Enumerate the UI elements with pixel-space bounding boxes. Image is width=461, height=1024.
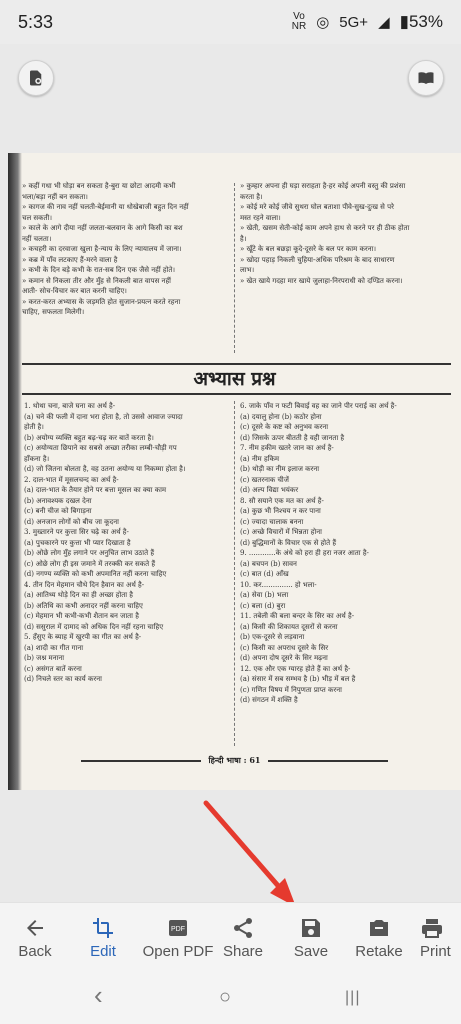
open-pdf-button[interactable]	[138, 913, 218, 960]
question-line: 8. सौ सयाने एक मत का अर्थ है-	[240, 496, 324, 505]
idiom-line: है।	[240, 234, 247, 243]
battery-percent: 53%	[408, 12, 443, 31]
edit-button[interactable]	[70, 913, 136, 960]
question-line: (b) अयोग्य व्यक्ति बहुत बढ़-चढ़ कर बातें करता है।	[24, 433, 154, 442]
pdf-icon	[166, 916, 190, 940]
question-line: (b) थोड़ी का नीम इलाज करना	[240, 465, 320, 473]
idiom-line: » कमान से निकला तीर और मुँह से निकली बात वापस नहीं	[22, 276, 171, 285]
idiom-line: » करत-करत अभ्यास के जड़मति होत सुजान-प्रयत्न करते रहना	[22, 297, 181, 306]
question-line: (c) खतरनाक चीजें	[240, 475, 289, 484]
retake-button[interactable]	[346, 913, 412, 960]
volte-bottom-label: NR	[291, 21, 307, 32]
share-button[interactable]	[210, 913, 276, 960]
idiom-line: करता है।	[240, 192, 263, 201]
idiom-line: नहीं चलता।	[22, 234, 52, 243]
network-type: 5G+	[339, 13, 369, 31]
idiom-line: » खेत खाये गदहा मार खाये जुलाहा-निरपराधी को दण्डित करना।	[240, 276, 403, 285]
question-line: (d) अल्प विद्या भयंकर	[240, 486, 299, 494]
question-line: (d) जो जितना बोलता है, वह उतना अयोग्य या निकम्मा होता है।	[24, 465, 186, 473]
print-button[interactable]	[414, 913, 461, 960]
idiom-line: चल सकती।	[22, 213, 52, 222]
question-line: (c) बला (d) बुरा	[240, 601, 286, 610]
idiom-line: लाभ।	[240, 266, 255, 274]
print-icon	[420, 916, 444, 940]
system-nav-bar	[0, 972, 461, 1024]
question-line: (a) संसार में सब सम्भव है (b) भीड़ में बल है	[240, 675, 356, 683]
question-line: 2. दाल-भात में मूसलचन्द का अर्थ है-	[24, 475, 119, 484]
page-footer: हिन्दी भाषा : 61	[8, 755, 461, 766]
battery-icon: ▮	[399, 12, 409, 31]
back-button[interactable]	[2, 913, 68, 960]
question-line: (b) एक-दूसरे से लड़वाना	[240, 633, 305, 641]
question-line: (d) ससुराल में दामाद को अधिक दिन नहीं रहना चाहिए	[24, 622, 164, 631]
question-line: (d) अनजान लोगों को बीच जा कूदना	[24, 517, 119, 526]
back-label: Back	[18, 943, 52, 960]
question-line: (c) गणित विषय में निपुणता प्राप्त करना	[240, 685, 342, 694]
question-line: 11. तबेली की बला बन्दर के सिर का अर्थ है-	[240, 612, 355, 620]
idiom-line: भला/बड़ा नहीं बन सकता।	[22, 192, 88, 201]
idiom-line: » कागज की नाव नहीं चलती-बेईमानी या धोखेबाजी बहुत दिन नहीं	[22, 203, 189, 211]
question-line: (c) मेहमान भी कभी-कभी शैतान बन जाता है	[24, 612, 139, 620]
question-line: 6. जाके पाँव न फटी बिवाई वह का जाने पीर पराई का अर्थ है-	[240, 402, 397, 410]
open-pdf-label: Open PDF	[142, 943, 214, 960]
share-label: Share	[222, 943, 264, 960]
idiom-line: मस्त रहने वाला।	[240, 213, 281, 222]
share-icon	[231, 916, 255, 940]
question-line: 7. नीम हकीम खतरे जान का अर्थ है-	[240, 444, 334, 452]
question-line: (d) नगण्य व्यक्ति को कभी अपमानित नहीं करना चाहिए	[24, 570, 167, 578]
signal-icon: ◢	[378, 14, 390, 31]
question-line: (a) कुछ भी निश्चय न कर पाना	[240, 507, 321, 515]
question-line: (b) जश्न मनाना	[24, 654, 65, 662]
idiom-line: » काले के आगे दीया नहीं जलता-बलवान के आगे किसी का बश	[22, 224, 183, 232]
idiom-line: » कुम्हार अपना ही घड़ा सराहता है-हर कोई अपनी वस्तु की प्रशंसा	[240, 182, 406, 190]
question-line: (c) किसी का अपराध दूसरे के सिर	[240, 643, 329, 652]
question-line: 1. थोथा चना, बाजे घना का अर्थ है-	[24, 402, 116, 410]
save-icon	[299, 916, 323, 940]
idiom-line: » कब्र में पाँव लटकाए हैं-मरने वाला है	[22, 255, 118, 264]
question-line: (a) पुचकारने पर कुत्ता भी प्यार दिखाता है	[24, 538, 131, 547]
idiom-line: चाहिए, सफलता मिलेगी।	[22, 308, 85, 316]
question-line: (a) किसी की शिकायत दूसरों से करना	[240, 622, 338, 631]
nav-recents-button[interactable]: |||	[345, 989, 361, 1006]
status-time: 5:33	[18, 11, 54, 32]
question-line: (a) बचपन (b) सावन	[240, 559, 297, 568]
camera-icon	[367, 916, 391, 940]
save-button[interactable]	[278, 913, 344, 960]
question-line: (a) शादी का गीत गाना	[24, 643, 84, 652]
edit-label: Edit	[90, 943, 116, 960]
question-line: 12. एक और एक ग्यारह होते हैं का अर्थ है-	[240, 664, 351, 673]
volte-top-label: Vo	[293, 11, 305, 22]
question-line: (a) नीम हकिम	[240, 454, 280, 463]
back-arrow-icon	[23, 916, 47, 940]
retake-label: Retake	[355, 943, 403, 960]
bottom-toolbar	[0, 902, 461, 973]
question-line: (c) दूसरे के कष्ट को अनुभव करना	[240, 423, 329, 431]
question-line: (b) अतिथि का कभी अनादर नहीं करना चाहिए	[24, 601, 143, 610]
question-line: (c) अच्छे विचारों में भिन्नता होना	[240, 528, 322, 536]
question-line: (d) निचले स्तर का कार्य करना	[24, 675, 102, 683]
question-line: (a) सेवा (b) भला	[240, 591, 289, 599]
idiom-line: » कोई मरे कोई जीवे सुथरा घोल बताशा पीवे-सुख-दुःख से परे	[240, 203, 394, 211]
nav-home-button[interactable]: ○	[219, 986, 232, 1008]
idiom-line: » कभी के दिन बड़े कभी के रात-सब दिन एक जैसे नहीं होते।	[22, 266, 176, 274]
hotspot-icon: ◎	[316, 14, 330, 31]
idiom-line: » कहीं गधा भी घोड़ा बन सकता है-बुरा या छोटा आदमी कभी	[22, 182, 176, 190]
question-line: (d) संगठन में शक्ति है	[240, 696, 298, 704]
question-line: (b) ओछे लोग मुँह लगाने पर अनुचित लाभ उठाते हैं	[24, 549, 155, 557]
question-line: 3. मुख्तारने पर कुत्ता सिर चढ़े का अर्थ है-	[24, 528, 129, 536]
question-line: (a) दयालु होना (b) कठोर होना	[240, 412, 322, 421]
question-line: (a) आतिथ्य थोड़े दिन का ही अच्छा होता है	[24, 591, 134, 599]
question-line: (c) बनी चीज को बिगाड़ना	[24, 507, 92, 515]
question-line: (d) अपना दोष दूसरे के सिर मढ़ना	[240, 654, 328, 662]
question-line: 5. हँसुए के ब्याह में खुरपी का गीत का अर्थ है-	[24, 633, 142, 641]
question-line: (c) असंगत बातें करना	[24, 664, 82, 673]
question-line: (d) जिसके ऊपर बीतती है वही जानता है	[240, 433, 345, 442]
edit-crop-icon	[91, 916, 115, 940]
question-line: (b) अनावश्यक दखल देना	[24, 496, 92, 505]
section-title: अभ्यास प्रश्न	[193, 368, 276, 390]
save-label: Save	[293, 943, 329, 960]
question-line: होती है।	[24, 423, 44, 431]
idiom-line: आती- सोच-विचार कर बात करनी चाहिए।	[22, 287, 127, 295]
nav-back-button[interactable]: ‹	[94, 980, 103, 1010]
question-line: 10. कर.............. हो भला-	[240, 580, 317, 589]
idiom-line: » खोदा पहाड़ निकली चुहिया-अधिक परिश्रम के बाद साधारण	[240, 255, 395, 264]
question-line: (a) दाल-भात के तैयार होने पर बत्ता मूसल का क्या काम	[24, 486, 167, 494]
question-line: (c) बात (d) आँख	[240, 570, 289, 578]
question-line: हाँकना है।	[24, 454, 50, 463]
question-line: (a) चने की फली में दाना भरा होता है, तो उससे आवाज ज्यादा	[24, 412, 183, 421]
question-line: (c) ज्यादा चालाक बनना	[240, 517, 304, 526]
question-line: (d) बुद्धिमानों के विचार एक से होते हैं	[240, 538, 337, 547]
idiom-line: » खेती, खसम सेती-कोई काम अपने हाथ से करने पर ही ठीक होता	[240, 224, 410, 232]
idiom-line: » कचहरी का दरवाजा खुला है-न्याय के लिए न्यायालय में जाना।	[22, 245, 182, 253]
idiom-line: » खूँटे के बल बछड़ा कूदे-दूसरे के बल पर काम करना।	[240, 245, 377, 253]
question-line: (c) ओछे लोग ही इस जमाने में तरक्की कर सकते हैं	[24, 559, 156, 568]
question-line: (c) अयोग्यता छिपाने का सबसे अच्छा तरीका लम्बी-चौड़ी गप	[24, 444, 177, 452]
print-label: Print	[420, 943, 451, 960]
question-line: 9. ............के अंधे को हरा ही हरा नजर आता है-	[240, 549, 369, 557]
question-line: 4. तीन दिन मेहमान चौथे दिन हैवान का अर्थ है-	[24, 580, 145, 589]
svg-text:PDF: PDF	[171, 926, 185, 933]
